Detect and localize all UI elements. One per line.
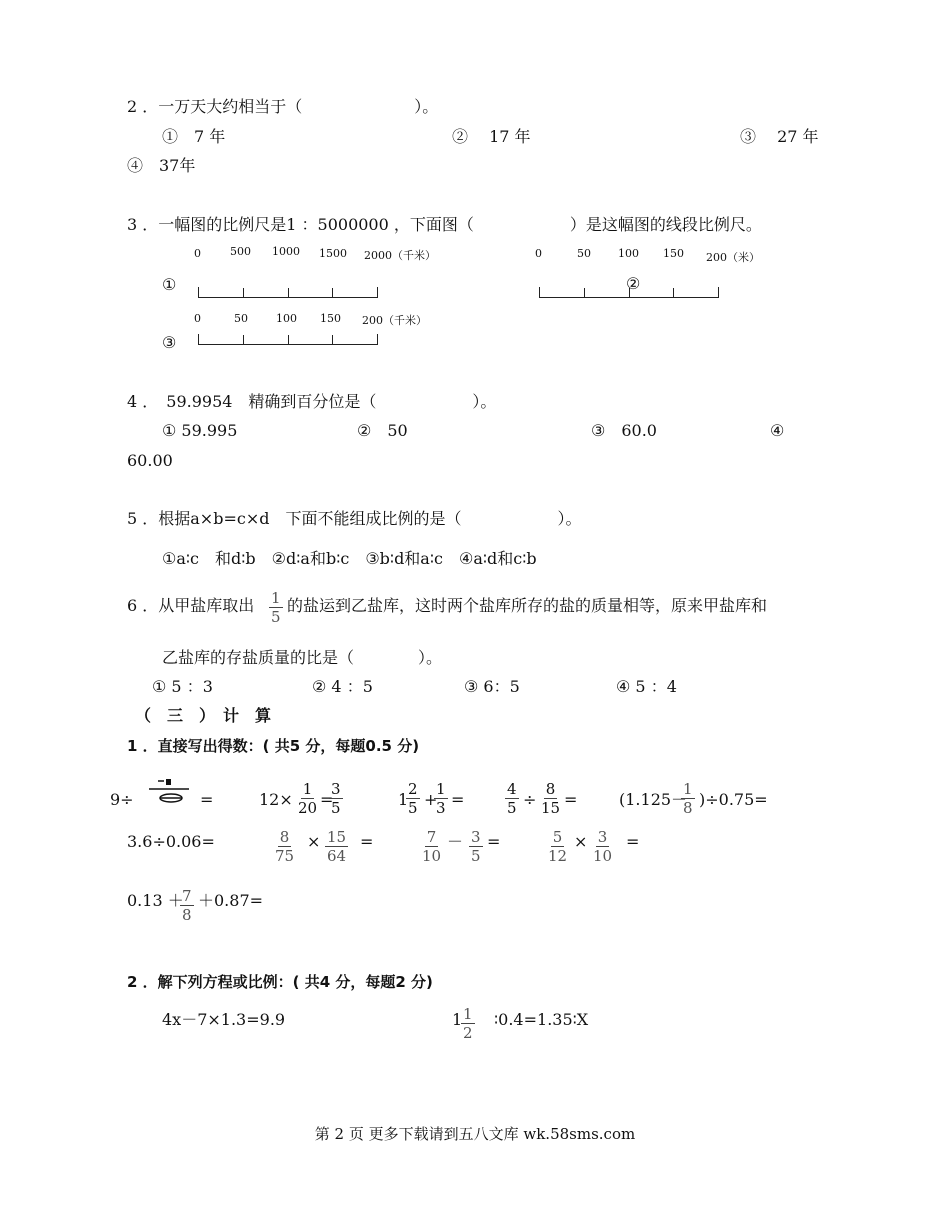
- expr-2-equals: =: [320, 790, 334, 809]
- ruler-1-label-2: 1000: [272, 245, 300, 258]
- ruler-3-label-3: 150: [320, 312, 341, 325]
- expr-4-divide: ÷: [523, 790, 537, 809]
- q4-option-3: ③ 60.0: [591, 421, 657, 440]
- q6-option-2: ② 4 ：5: [312, 677, 373, 696]
- q5-options: ①a∶c 和d∶b ②d∶a和b∶c ③b∶d和a∶c ④a∶d和c∶b: [162, 549, 537, 568]
- q2-stem: 2 ．一万天大约相当于（ ）。: [127, 97, 439, 116]
- expr-10-suffix: ＋0.87=: [198, 891, 264, 910]
- expr-10-prefix: 0.13 ＋: [127, 891, 184, 910]
- expr-9-fraction-2: $\frac{3}{10}$: [593, 828, 613, 865]
- q6-rest: 的盐运到乙盐库，这时两个盐库所存的盐的质量相等，原来甲盐库和: [287, 596, 768, 615]
- ruler-1-label-1: 500: [230, 245, 251, 258]
- ruler-3-label-0: 0: [194, 312, 201, 325]
- expr-9-fraction-1: $\frac{5}{12}$: [548, 828, 568, 865]
- equation-2-fraction: $\frac{1}{2}$: [463, 1005, 473, 1042]
- expr-4-equals: =: [564, 790, 578, 809]
- expr-3-plus: +: [424, 790, 438, 809]
- q6-line2: 乙盐库的存盐质量的比是（ ）。: [162, 648, 443, 667]
- page-footer: 第 2 页 更多下载请到五八文库 wk.58sms.com: [314, 1125, 636, 1143]
- ruler-3-label-4: 200（千米）: [362, 314, 427, 327]
- expr-9-equals: =: [626, 832, 640, 851]
- expr-1-equals: =: [200, 790, 214, 809]
- expr-2-fraction-2: $\frac{3}{5}$: [331, 780, 341, 817]
- expr-7-fraction-2: $\frac{15}{64}$: [327, 828, 347, 865]
- q6-option-4: ④ 5 ：4: [616, 677, 677, 696]
- expr-8-equals: =: [487, 832, 501, 851]
- q3-option-3-mark: ③: [162, 333, 177, 352]
- ruler-1-label-4: 2000（千米）: [364, 249, 436, 262]
- expr-5-suffix: )÷0.75=: [699, 790, 768, 809]
- expr-1-prefix: 9÷: [110, 790, 134, 809]
- q3-stem: 3 ．一幅图的比例尺是1 ：5000000 ，下面图（ ）是这幅图的线段比例尺。: [127, 215, 762, 234]
- q2-option-3: ③ 27 年: [740, 127, 819, 146]
- part-1-title: 1 ．直接写出得数：( 共5 分，每题0.5 分): [127, 737, 420, 755]
- q2-option-2: ② 17 年: [452, 127, 531, 146]
- ruler-2-label-2: 100: [618, 247, 639, 260]
- ruler-2-label-1: 50: [577, 247, 591, 260]
- ruler-2-label-0: 0: [535, 247, 542, 260]
- expr-6: 3.6÷0.06=: [127, 832, 215, 851]
- garbled-fraction-graphic: [146, 777, 192, 805]
- q4-option-4-value: 60.00: [127, 451, 173, 470]
- expr-7-equals: =: [360, 832, 374, 851]
- expr-7-fraction-1: $\frac{8}{75}$: [275, 828, 295, 865]
- ruler-3-label-1: 50: [234, 312, 248, 325]
- expr-4-fraction-1: $\frac{4}{5}$: [507, 780, 517, 817]
- expr-8-fraction-2: $\frac{3}{5}$: [471, 828, 481, 865]
- q4-option-4: ④: [770, 421, 785, 440]
- section-3-title: （ 三 ） 计 算: [135, 706, 272, 725]
- q2-option-1: ① 7 年: [162, 127, 226, 146]
- expr-9-times: ×: [574, 832, 588, 851]
- q3-option-2-mark: ②: [626, 274, 641, 293]
- expr-8-minus: －: [447, 832, 464, 851]
- expr-3-fraction-2: $\frac{1}{3}$: [436, 780, 446, 817]
- equation-2-rest: ∶0.4=1.35∶X: [494, 1010, 589, 1029]
- ruler-1-label-3: 1500: [319, 247, 347, 260]
- expr-3-fraction-1: $\frac{2}{5}$: [408, 780, 418, 817]
- ruler-3-label-2: 100: [276, 312, 297, 325]
- q6-option-1: ① 5 ：3: [152, 677, 213, 696]
- equation-1: 4x－7×1.3=9.9: [162, 1010, 286, 1029]
- q5-stem: 5 ．根据a×b=c×d 下面不能组成比例的是（ ）。: [127, 509, 582, 528]
- expr-7-times: ×: [307, 832, 321, 851]
- ruler-1-label-0: 0: [194, 247, 201, 260]
- part-2-title: 2 ．解下列方程或比例：( 共4 分，每题2 分): [127, 973, 433, 991]
- expr-5-fraction: $\frac{1}{8}$: [683, 780, 693, 817]
- equation-2-whole: 1: [452, 1010, 463, 1029]
- expr-2-prefix: 12×: [259, 790, 293, 809]
- q2-option-4: ④ 37年: [127, 156, 196, 175]
- expr-4-fraction-2: $\frac{8}{15}$: [541, 780, 561, 817]
- expr-10-fraction: $\frac{7}{8}$: [182, 887, 192, 924]
- expr-3-whole: 1: [398, 790, 409, 809]
- q4-stem: 4 ． 59.9954 精确到百分位是（ ）。: [127, 392, 497, 411]
- expr-2-fraction-1: $\frac{1}{20}$: [298, 780, 318, 817]
- expr-3-equals: =: [451, 790, 465, 809]
- expr-5-prefix: (1.125－: [619, 790, 688, 809]
- q6-lead: 6 ．从甲盐库取出: [127, 596, 255, 615]
- q6-option-3: ③ 6：5: [464, 677, 520, 696]
- q4-option-1: ① 59.995: [162, 421, 238, 440]
- expr-8-fraction-1: $\frac{7}{10}$: [422, 828, 442, 865]
- ruler-2-label-3: 150: [663, 247, 684, 260]
- ruler-2-label-4: 200（米）: [706, 251, 760, 264]
- q4-option-2: ② 50: [357, 421, 408, 440]
- q6-fraction: $\frac{1}{5}$: [271, 589, 281, 626]
- q3-option-1-mark: ①: [162, 275, 177, 294]
